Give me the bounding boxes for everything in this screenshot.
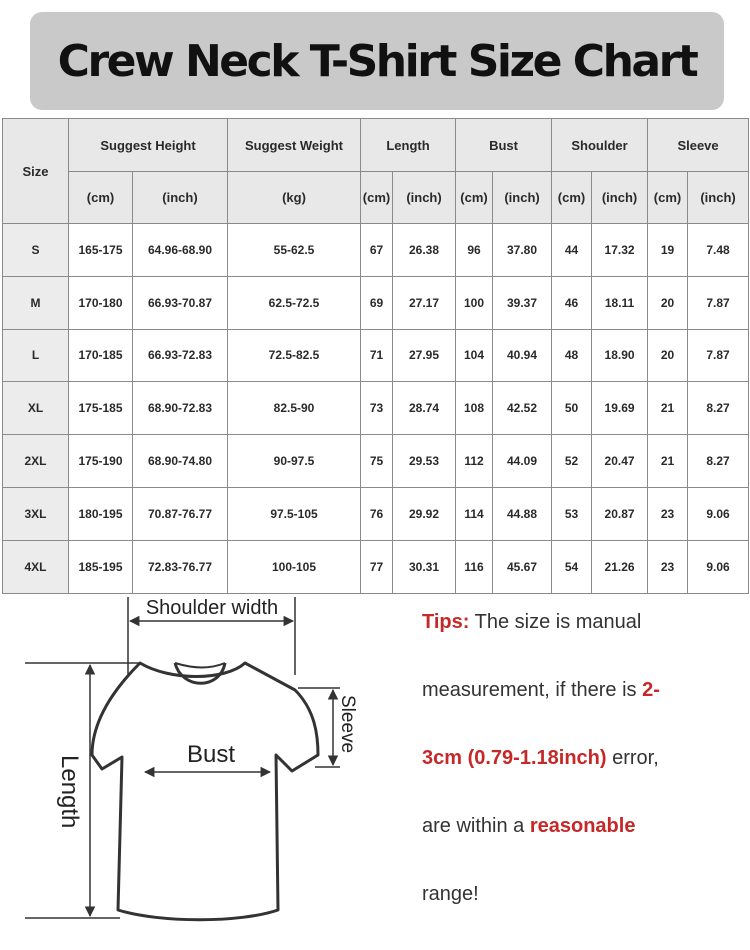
- table-cell: 21.26: [592, 540, 648, 593]
- unit-cm: (cm): [456, 172, 493, 224]
- table-cell: 27.17: [393, 276, 456, 329]
- size-cell: M: [3, 276, 69, 329]
- tips-text-4b: reasonable: [529, 815, 636, 837]
- tshirt-outline: [92, 663, 318, 920]
- size-cell: 3XL: [3, 487, 69, 540]
- table-cell: 69: [361, 276, 393, 329]
- unit-inch: (inch): [493, 172, 552, 224]
- table-cell: 82.5-90: [228, 382, 361, 435]
- table-cell: 46: [552, 276, 592, 329]
- table-cell: 40.94: [493, 329, 552, 382]
- unit-cm: (cm): [648, 172, 688, 224]
- table-cell: 50: [552, 382, 592, 435]
- table-cell: 165-175: [69, 224, 133, 277]
- header-unit-row: [3, 172, 749, 224]
- table-cell: 7.87: [688, 329, 749, 382]
- table-cell: 170-185: [69, 329, 133, 382]
- table-cell: 72.83-76.77: [133, 540, 228, 593]
- table-cell: 28.74: [393, 382, 456, 435]
- table-cell: 44: [552, 224, 592, 277]
- page-title: Crew Neck T-Shirt Size Chart: [57, 35, 697, 87]
- tips-text-3b: error,: [606, 747, 659, 769]
- tips-text-4a: are within a: [422, 815, 530, 837]
- table-cell: 108: [456, 382, 493, 435]
- table-cell: 76: [361, 487, 393, 540]
- table-cell: 100: [456, 276, 493, 329]
- table-row: [3, 329, 749, 382]
- tips-line-1: [422, 598, 742, 666]
- table-cell: 67: [361, 224, 393, 277]
- table-cell: 45.67: [493, 540, 552, 593]
- tips-line-4: [422, 802, 742, 870]
- sleeve-label: Sleeve: [337, 695, 358, 754]
- table-cell: 44.88: [493, 487, 552, 540]
- table-row: [3, 540, 749, 593]
- table-cell: 37.80: [493, 224, 552, 277]
- table-row: [3, 382, 749, 435]
- table-cell: 18.11: [592, 276, 648, 329]
- size-cell: XL: [3, 382, 69, 435]
- table-cell: 23: [648, 487, 688, 540]
- tips-line-3: [422, 734, 742, 802]
- tips-text-5: range!: [422, 883, 479, 905]
- table-cell: 97.5-105: [228, 487, 361, 540]
- table-cell: 70.87-76.77: [133, 487, 228, 540]
- unit-cm: (cm): [361, 172, 393, 224]
- table-cell: 66.93-72.83: [133, 329, 228, 382]
- table-cell: 19: [648, 224, 688, 277]
- size-header: Size: [3, 119, 69, 224]
- header-group-row: [3, 119, 749, 172]
- table-cell: 104: [456, 329, 493, 382]
- table-cell: 48: [552, 329, 592, 382]
- table-cell: 96: [456, 224, 493, 277]
- table-cell: 29.53: [393, 435, 456, 488]
- sleeve-header: Sleeve: [648, 119, 749, 172]
- length-header: Length: [361, 119, 456, 172]
- shoulder-width-label: Shoulder width: [145, 597, 279, 619]
- table-cell: 185-195: [69, 540, 133, 593]
- table-cell: 20.47: [592, 435, 648, 488]
- table-cell: 73: [361, 382, 393, 435]
- table-cell: 77: [361, 540, 393, 593]
- tips-text-2b: 2-: [642, 679, 660, 701]
- table-cell: 17.32: [592, 224, 648, 277]
- table-cell: 19.69: [592, 382, 648, 435]
- size-chart-table: [2, 118, 749, 594]
- table-cell: 7.87: [688, 276, 749, 329]
- table-cell: 7.48: [688, 224, 749, 277]
- table-cell: 175-190: [69, 435, 133, 488]
- unit-inch: (inch): [133, 172, 228, 224]
- table-row: [3, 487, 749, 540]
- table-cell: 66.93-70.87: [133, 276, 228, 329]
- unit-cm: (cm): [69, 172, 133, 224]
- table-cell: 8.27: [688, 382, 749, 435]
- table-cell: 71: [361, 329, 393, 382]
- tips-text-1: The size is manual: [474, 611, 642, 633]
- bust-header: Bust: [456, 119, 552, 172]
- table-cell: 44.09: [493, 435, 552, 488]
- shoulder-header: Shoulder: [552, 119, 648, 172]
- table-row: [3, 435, 749, 488]
- table-cell: 64.96-68.90: [133, 224, 228, 277]
- table-cell: 75: [361, 435, 393, 488]
- table-cell: 23: [648, 540, 688, 593]
- length-label: Length: [56, 755, 83, 829]
- table-cell: 21: [648, 435, 688, 488]
- table-cell: 20: [648, 276, 688, 329]
- unit-inch: (inch): [592, 172, 648, 224]
- table-cell: 62.5-72.5: [228, 276, 361, 329]
- unit-kg: (kg): [228, 172, 361, 224]
- size-table-body: [3, 224, 749, 594]
- height-header: Suggest Height: [69, 119, 228, 172]
- table-cell: 55-62.5: [228, 224, 361, 277]
- table-cell: 53: [552, 487, 592, 540]
- tshirt-measurement-svg: [0, 595, 380, 945]
- tips-text-3a: 3cm (0.79-1.18inch): [422, 747, 607, 769]
- tips-label: Tips:: [422, 611, 470, 633]
- table-cell: 68.90-74.80: [133, 435, 228, 488]
- tips-line-5: [422, 870, 742, 938]
- table-cell: 52: [552, 435, 592, 488]
- tips-text-2a: measurement, if there is: [422, 679, 643, 701]
- unit-inch: (inch): [393, 172, 456, 224]
- table-cell: 54: [552, 540, 592, 593]
- unit-cm: (cm): [552, 172, 592, 224]
- weight-header: Suggest Weight: [228, 119, 361, 172]
- size-cell: L: [3, 329, 69, 382]
- table-row: [3, 276, 749, 329]
- table-cell: 20: [648, 329, 688, 382]
- table-cell: 26.38: [393, 224, 456, 277]
- table-cell: 72.5-82.5: [228, 329, 361, 382]
- table-cell: 39.37: [493, 276, 552, 329]
- table-cell: 114: [456, 487, 493, 540]
- table-cell: 8.27: [688, 435, 749, 488]
- table-cell: 18.90: [592, 329, 648, 382]
- size-cell: 2XL: [3, 435, 69, 488]
- table-cell: 42.52: [493, 382, 552, 435]
- table-cell: 21: [648, 382, 688, 435]
- table-cell: 9.06: [688, 540, 749, 593]
- table-row: [3, 224, 749, 277]
- title-banner: [30, 12, 724, 110]
- table-cell: 180-195: [69, 487, 133, 540]
- unit-inch: (inch): [688, 172, 749, 224]
- table-cell: 30.31: [393, 540, 456, 593]
- table-cell: 68.90-72.83: [133, 382, 228, 435]
- table-cell: 29.92: [393, 487, 456, 540]
- tips-note: [422, 598, 742, 938]
- tshirt-diagram: [0, 595, 380, 945]
- table-cell: 27.95: [393, 329, 456, 382]
- table-cell: 170-180: [69, 276, 133, 329]
- tips-line-2: [422, 666, 742, 734]
- table-cell: 9.06: [688, 487, 749, 540]
- table-cell: 175-185: [69, 382, 133, 435]
- table-cell: 90-97.5: [228, 435, 361, 488]
- tshirt-collar-top: [175, 663, 225, 668]
- bust-label: Bust: [186, 741, 236, 768]
- size-cell: 4XL: [3, 540, 69, 593]
- table-cell: 20.87: [592, 487, 648, 540]
- table-cell: 112: [456, 435, 493, 488]
- table-cell: 100-105: [228, 540, 361, 593]
- table-cell: 116: [456, 540, 493, 593]
- size-cell: S: [3, 224, 69, 277]
